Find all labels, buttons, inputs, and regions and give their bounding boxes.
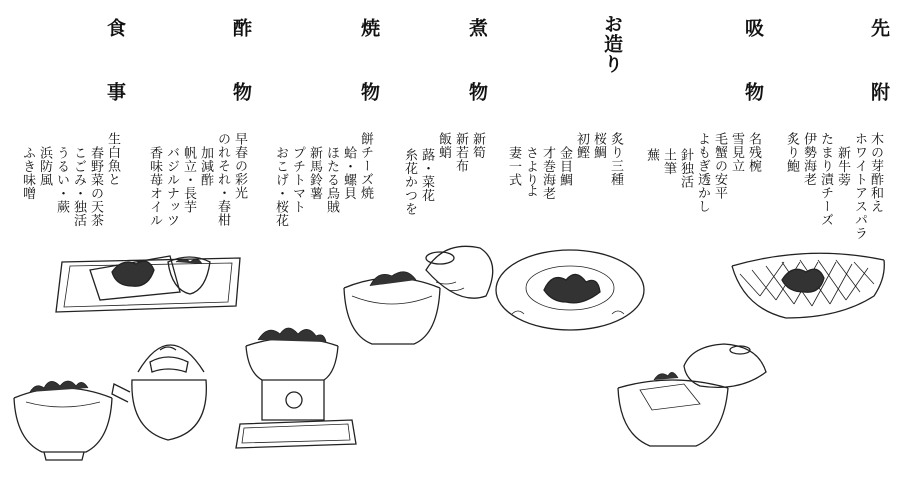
menu-item: 新馬鈴薯 [307,146,322,200]
course-title-otsukuri: お造り [601,14,623,74]
menu-item: 飯蛸 [436,132,451,159]
menu-item: ふき味噌 [20,146,35,200]
menu-item: おこげ・桜花 [273,146,288,227]
menu-item: 蕗・菜花 [419,148,434,202]
yakimono-grill-illustration [236,328,356,448]
course-title-sakizuke-top: 先 [868,18,890,38]
course-title-suimono-top: 吸 [742,18,764,38]
menu-item: 新筍 [470,132,485,159]
menu-item: 蕪 [644,148,659,162]
menu-item: ホワイトアスパラ [852,132,867,240]
menu-item: のれそれ・春柑 [215,132,230,227]
menu-item: たまり漬チーズ [818,132,833,227]
menu-item: こごみ・独活 [71,146,86,227]
menu-item: 春野菜の天茶 [88,146,103,227]
menu-item: 名残椀 [746,132,761,173]
menu-item: 早春の彩光 [232,132,247,200]
menu-item: 毛蟹の安平 [712,132,727,200]
menu-item: 新牛蒡 [835,146,850,187]
menu-item: 炙り鮑 [784,132,799,173]
course-title-yakimono-bottom: 物 [358,82,380,102]
menu-item: よ [523,184,538,198]
rice-bowl-illustration [14,381,112,460]
menu-item: よもぎ透かし [695,132,710,213]
nimono-bowl-illustration [344,246,493,344]
menu-item: 香味苺オイル [147,146,162,227]
menu-item: 蛤・螺貝 [341,146,356,200]
menu-item: 針独活 [678,148,693,189]
course-title-sunomono-top: 酢 [230,18,252,38]
menu-item: 炙り三種 [608,132,623,186]
menu-item: 金目鯛 [557,146,572,187]
menu-item: 土筆 [661,148,676,175]
menu-item: さより [523,146,538,187]
menu-item: 加減酢 [198,146,213,187]
menu-item: ほたる烏賊 [324,146,339,214]
menu-item: 桜鯛 [591,132,606,159]
menu-item: 糸花かつを [402,148,417,216]
menu-item: 妻一式 [506,146,521,187]
course-title-nimono-bottom: 物 [466,82,488,102]
menu-item: 新若布 [453,132,468,173]
course-title-sakizuke-bottom: 附 [868,82,890,102]
menu-item: バジルナッツ [164,146,179,227]
sakizuke-basket-illustration [732,253,884,318]
otsukuri-plate-illustration [496,250,644,330]
menu-item: プチトマト [290,146,305,214]
menu-item: 木の芽酢和え [868,132,883,213]
course-title-suimono-bottom: 物 [742,82,764,102]
course-title-shokuji-bottom: 事 [104,82,126,102]
course-title-shokuji-top: 食 [104,18,126,38]
menu-item: 帆立・長芋 [181,146,196,214]
menu-item: 伊勢海老 [801,132,816,186]
course-title-yakimono-top: 焼 [358,18,380,38]
course-title-nimono-top: 煮 [466,18,488,38]
course-title-sunomono-bottom: 物 [230,82,252,102]
suimono-bowl-illustration [618,344,766,446]
menu-item: 浜防風 [37,146,52,187]
menu-item: 初鰹 [574,132,589,159]
menu-item: 才巻海老 [540,146,555,200]
teapot-illustration [112,345,206,440]
menu-item: 生白魚と [105,132,120,186]
sunomono-plate-illustration [56,256,240,312]
menu-item: 餅チーズ焼 [358,132,373,200]
menu-item: 雪見立 [729,132,744,173]
menu-item: うるい・蕨 [54,146,69,214]
